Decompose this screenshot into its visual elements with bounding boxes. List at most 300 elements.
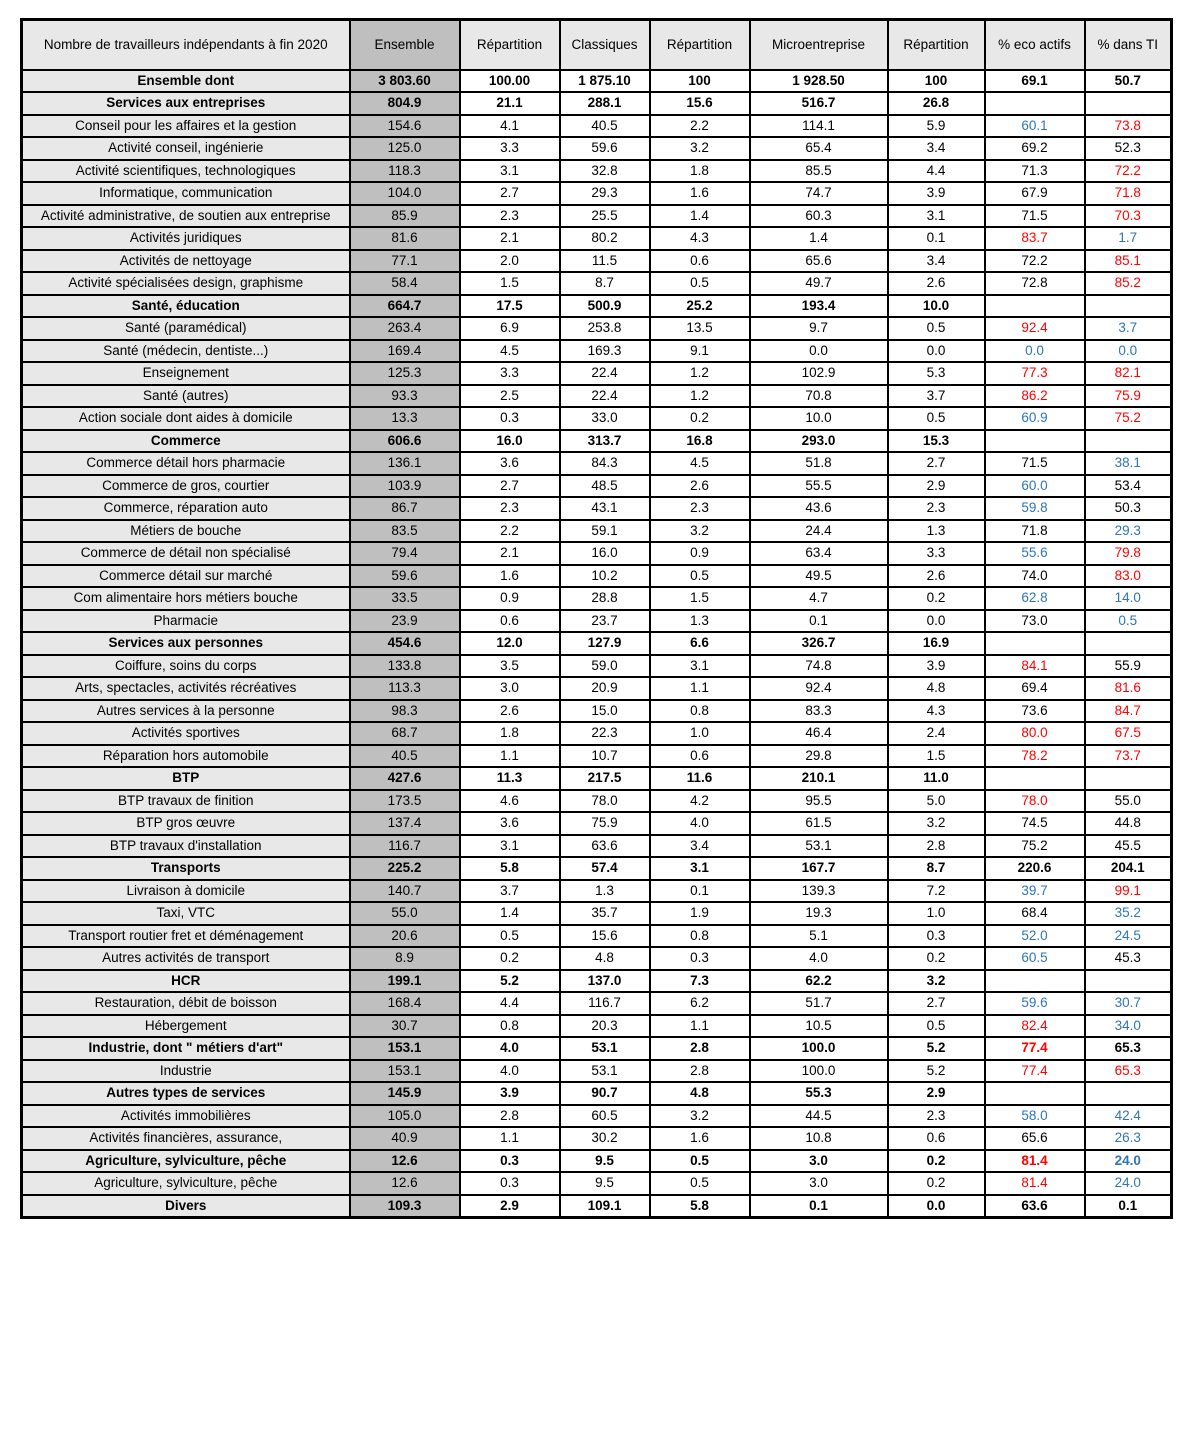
classiques-value: 4.8	[560, 947, 650, 970]
repartition-classiques-value: 7.3	[650, 970, 750, 993]
classiques-value: 33.0	[560, 407, 650, 430]
section-row	[22, 1150, 1172, 1173]
classiques-value: 29.3	[560, 182, 650, 205]
repartition-ensemble-value: 3.6	[460, 452, 560, 475]
pct-eco-actifs-value: 81.4	[985, 1172, 1085, 1195]
section-row	[22, 92, 1172, 115]
classiques-value: 253.8	[560, 317, 650, 340]
microentreprise-value: 60.3	[750, 205, 888, 228]
pct-dans-ti-value: 38.1	[1085, 452, 1172, 475]
classiques-value: 137.0	[560, 970, 650, 993]
repartition-ensemble-value: 6.9	[460, 317, 560, 340]
table-row	[22, 1015, 1172, 1038]
repartition-classiques-value: 0.5	[650, 1172, 750, 1195]
section-row	[22, 970, 1172, 993]
table-row	[22, 1105, 1172, 1128]
classiques-value: 116.7	[560, 992, 650, 1015]
pct-eco-actifs-value: 86.2	[985, 385, 1085, 408]
repartition-classiques-value: 1.8	[650, 160, 750, 183]
pct-dans-ti-value: 14.0	[1085, 587, 1172, 610]
ensemble-value: 105.0	[350, 1105, 460, 1128]
table-row	[22, 160, 1172, 183]
table-row	[22, 340, 1172, 363]
row-label: Action sociale dont aides à domicile	[22, 407, 350, 430]
ensemble-value: 40.9	[350, 1127, 460, 1150]
microentreprise-value: 19.3	[750, 902, 888, 925]
repartition-micro-value: 1.0	[888, 902, 985, 925]
pct-eco-actifs-value: 60.1	[985, 115, 1085, 138]
pct-dans-ti-value: 65.3	[1085, 1037, 1172, 1060]
pct-dans-ti-value: 81.6	[1085, 677, 1172, 700]
pct-eco-actifs-value: 55.6	[985, 542, 1085, 565]
repartition-classiques-value: 1.4	[650, 205, 750, 228]
microentreprise-value: 114.1	[750, 115, 888, 138]
pct-eco-actifs-value: 77.4	[985, 1037, 1085, 1060]
repartition-micro-value: 5.3	[888, 362, 985, 385]
table-row	[22, 947, 1172, 970]
row-label: Agriculture, sylviculture, pêche	[22, 1150, 350, 1173]
ensemble-value: 85.9	[350, 205, 460, 228]
row-label: Activités immobilières	[22, 1105, 350, 1128]
microentreprise-value: 100.0	[750, 1037, 888, 1060]
pct-dans-ti-value	[1085, 970, 1172, 993]
pct-eco-actifs-value: 69.1	[985, 70, 1085, 93]
row-label: Taxi, VTC	[22, 902, 350, 925]
row-label: Activités juridiques	[22, 227, 350, 250]
pct-dans-ti-value	[1085, 430, 1172, 453]
row-label: HCR	[22, 970, 350, 993]
repartition-classiques-value: 4.2	[650, 790, 750, 813]
repartition-ensemble-value: 4.6	[460, 790, 560, 813]
microentreprise-value: 49.7	[750, 272, 888, 295]
table-row	[22, 610, 1172, 633]
repartition-micro-value: 0.0	[888, 340, 985, 363]
pct-dans-ti-value	[1085, 767, 1172, 790]
microentreprise-value: 29.8	[750, 745, 888, 768]
row-label: Conseil pour les affaires et la gestion	[22, 115, 350, 138]
microentreprise-value: 10.8	[750, 1127, 888, 1150]
pct-eco-actifs-value: 60.0	[985, 475, 1085, 498]
table-row	[22, 475, 1172, 498]
ensemble-value: 3 803.60	[350, 70, 460, 93]
repartition-classiques-value: 1.2	[650, 362, 750, 385]
repartition-ensemble-value: 11.3	[460, 767, 560, 790]
repartition-micro-value: 16.9	[888, 632, 985, 655]
microentreprise-value: 0.1	[750, 610, 888, 633]
row-label: BTP gros œuvre	[22, 812, 350, 835]
repartition-ensemble-value: 1.4	[460, 902, 560, 925]
classiques-value: 20.9	[560, 677, 650, 700]
repartition-micro-value: 2.6	[888, 272, 985, 295]
classiques-value: 15.0	[560, 700, 650, 723]
repartition-classiques-value: 4.8	[650, 1082, 750, 1105]
repartition-ensemble-value: 5.8	[460, 857, 560, 880]
ensemble-value: 263.4	[350, 317, 460, 340]
microentreprise-value: 46.4	[750, 722, 888, 745]
section-row	[22, 1037, 1172, 1060]
ensemble-value: 109.3	[350, 1195, 460, 1218]
row-label: Com alimentaire hors métiers bouche	[22, 587, 350, 610]
ensemble-value: 13.3	[350, 407, 460, 430]
repartition-classiques-value: 0.3	[650, 947, 750, 970]
ensemble-value: 20.6	[350, 925, 460, 948]
col-header-repartition-classiques: Répartition	[650, 20, 750, 70]
repartition-classiques-value: 25.2	[650, 295, 750, 318]
row-label: Commerce détail sur marché	[22, 565, 350, 588]
microentreprise-value: 55.3	[750, 1082, 888, 1105]
repartition-micro-value: 10.0	[888, 295, 985, 318]
table-row	[22, 115, 1172, 138]
repartition-micro-value: 0.5	[888, 1015, 985, 1038]
repartition-classiques-value: 0.5	[650, 565, 750, 588]
repartition-ensemble-value: 0.6	[460, 610, 560, 633]
row-label: Autres services à la personne	[22, 700, 350, 723]
repartition-micro-value: 0.6	[888, 1127, 985, 1150]
repartition-micro-value: 3.9	[888, 182, 985, 205]
pct-eco-actifs-value: 77.4	[985, 1060, 1085, 1083]
pct-eco-actifs-value: 75.2	[985, 835, 1085, 858]
ensemble-value: 12.6	[350, 1150, 460, 1173]
repartition-micro-value: 4.8	[888, 677, 985, 700]
ensemble-value: 116.7	[350, 835, 460, 858]
microentreprise-value: 139.3	[750, 880, 888, 903]
ensemble-value: 113.3	[350, 677, 460, 700]
repartition-classiques-value: 3.1	[650, 655, 750, 678]
repartition-micro-value: 5.2	[888, 1037, 985, 1060]
table-body	[22, 70, 1172, 1218]
classiques-value: 25.5	[560, 205, 650, 228]
classiques-value: 78.0	[560, 790, 650, 813]
microentreprise-value: 74.8	[750, 655, 888, 678]
ensemble-value: 98.3	[350, 700, 460, 723]
classiques-value: 22.4	[560, 362, 650, 385]
repartition-classiques-value: 16.8	[650, 430, 750, 453]
repartition-micro-value: 2.4	[888, 722, 985, 745]
microentreprise-value: 65.6	[750, 250, 888, 273]
pct-eco-actifs-value: 72.8	[985, 272, 1085, 295]
microentreprise-value: 0.1	[750, 1195, 888, 1218]
repartition-classiques-value: 0.6	[650, 745, 750, 768]
classiques-value: 57.4	[560, 857, 650, 880]
repartition-micro-value: 0.5	[888, 317, 985, 340]
pct-eco-actifs-value	[985, 970, 1085, 993]
pct-eco-actifs-value: 58.0	[985, 1105, 1085, 1128]
pct-eco-actifs-value: 71.3	[985, 160, 1085, 183]
row-label: Santé (autres)	[22, 385, 350, 408]
classiques-value: 59.1	[560, 520, 650, 543]
microentreprise-value: 102.9	[750, 362, 888, 385]
ensemble-value: 454.6	[350, 632, 460, 655]
classiques-value: 1.3	[560, 880, 650, 903]
pct-eco-actifs-value: 39.7	[985, 880, 1085, 903]
classiques-value: 10.2	[560, 565, 650, 588]
microentreprise-value: 95.5	[750, 790, 888, 813]
repartition-classiques-value: 0.2	[650, 407, 750, 430]
repartition-ensemble-value: 3.3	[460, 137, 560, 160]
pct-dans-ti-value: 67.5	[1085, 722, 1172, 745]
classiques-value: 169.3	[560, 340, 650, 363]
row-label: Réparation hors automobile	[22, 745, 350, 768]
table-row	[22, 587, 1172, 610]
repartition-micro-value: 2.6	[888, 565, 985, 588]
table-row	[22, 835, 1172, 858]
pct-eco-actifs-value: 60.5	[985, 947, 1085, 970]
pct-dans-ti-value: 30.7	[1085, 992, 1172, 1015]
table-row	[22, 250, 1172, 273]
pct-eco-actifs-value: 80.0	[985, 722, 1085, 745]
pct-eco-actifs-value: 71.5	[985, 452, 1085, 475]
independants-table	[20, 18, 1173, 1219]
repartition-ensemble-value: 2.8	[460, 1105, 560, 1128]
repartition-ensemble-value: 1.5	[460, 272, 560, 295]
repartition-ensemble-value: 0.2	[460, 947, 560, 970]
repartition-micro-value: 3.1	[888, 205, 985, 228]
pct-dans-ti-value	[1085, 92, 1172, 115]
pct-dans-ti-value	[1085, 632, 1172, 655]
microentreprise-value: 51.8	[750, 452, 888, 475]
microentreprise-value: 100.0	[750, 1060, 888, 1083]
repartition-micro-value: 4.4	[888, 160, 985, 183]
ensemble-value: 58.4	[350, 272, 460, 295]
microentreprise-value: 3.0	[750, 1150, 888, 1173]
row-label: Restauration, débit de boisson	[22, 992, 350, 1015]
pct-dans-ti-value: 34.0	[1085, 1015, 1172, 1038]
table-row	[22, 565, 1172, 588]
ensemble-value: 136.1	[350, 452, 460, 475]
repartition-micro-value: 8.7	[888, 857, 985, 880]
ensemble-value: 33.5	[350, 587, 460, 610]
col-header-microentreprise: Microentreprise	[750, 20, 888, 70]
row-label: Commerce	[22, 430, 350, 453]
ensemble-value: 59.6	[350, 565, 460, 588]
pct-dans-ti-value: 29.3	[1085, 520, 1172, 543]
repartition-classiques-value: 4.3	[650, 227, 750, 250]
repartition-micro-value: 0.1	[888, 227, 985, 250]
pct-eco-actifs-value: 72.2	[985, 250, 1085, 273]
microentreprise-value: 55.5	[750, 475, 888, 498]
ensemble-value: 8.9	[350, 947, 460, 970]
repartition-classiques-value: 2.8	[650, 1037, 750, 1060]
repartition-micro-value: 3.9	[888, 655, 985, 678]
row-label: BTP	[22, 767, 350, 790]
repartition-micro-value: 3.2	[888, 970, 985, 993]
ensemble-value: 140.7	[350, 880, 460, 903]
classiques-value: 30.2	[560, 1127, 650, 1150]
col-header-repartition-ensemble: Répartition	[460, 20, 560, 70]
repartition-classiques-value: 4.5	[650, 452, 750, 475]
table-row	[22, 1060, 1172, 1083]
repartition-classiques-value: 4.0	[650, 812, 750, 835]
repartition-classiques-value: 1.3	[650, 610, 750, 633]
pct-eco-actifs-value: 65.6	[985, 1127, 1085, 1150]
repartition-ensemble-value: 4.4	[460, 992, 560, 1015]
repartition-micro-value: 3.4	[888, 250, 985, 273]
pct-eco-actifs-value: 63.6	[985, 1195, 1085, 1218]
pct-eco-actifs-value: 73.0	[985, 610, 1085, 633]
table-row	[22, 992, 1172, 1015]
classiques-value: 43.1	[560, 497, 650, 520]
row-label: Industrie, dont " métiers d'art"	[22, 1037, 350, 1060]
repartition-classiques-value: 1.9	[650, 902, 750, 925]
pct-dans-ti-value: 83.0	[1085, 565, 1172, 588]
ensemble-value: 93.3	[350, 385, 460, 408]
pct-dans-ti-value: 42.4	[1085, 1105, 1172, 1128]
section-row	[22, 1082, 1172, 1105]
pct-dans-ti-value: 79.8	[1085, 542, 1172, 565]
classiques-value: 90.7	[560, 1082, 650, 1105]
ensemble-value: 153.1	[350, 1060, 460, 1083]
classiques-value: 48.5	[560, 475, 650, 498]
repartition-ensemble-value: 2.3	[460, 205, 560, 228]
repartition-ensemble-value: 12.0	[460, 632, 560, 655]
repartition-ensemble-value: 0.3	[460, 1150, 560, 1173]
ensemble-value: 118.3	[350, 160, 460, 183]
pct-dans-ti-value: 3.7	[1085, 317, 1172, 340]
repartition-micro-value: 0.3	[888, 925, 985, 948]
pct-eco-actifs-value: 77.3	[985, 362, 1085, 385]
row-label: Hébergement	[22, 1015, 350, 1038]
repartition-classiques-value: 1.1	[650, 1015, 750, 1038]
ensemble-value: 125.0	[350, 137, 460, 160]
row-label: Activité scientifiques, technologiques	[22, 160, 350, 183]
row-label: Livraison à domicile	[22, 880, 350, 903]
ensemble-value: 804.9	[350, 92, 460, 115]
pct-eco-actifs-value: 59.8	[985, 497, 1085, 520]
pct-eco-actifs-value: 59.6	[985, 992, 1085, 1015]
microentreprise-value: 210.1	[750, 767, 888, 790]
section-row	[22, 430, 1172, 453]
classiques-value: 11.5	[560, 250, 650, 273]
table-row	[22, 655, 1172, 678]
header-row	[22, 20, 1172, 70]
microentreprise-value: 1.4	[750, 227, 888, 250]
pct-dans-ti-value: 0.5	[1085, 610, 1172, 633]
repartition-ensemble-value: 3.1	[460, 160, 560, 183]
repartition-classiques-value: 3.1	[650, 857, 750, 880]
table-row	[22, 542, 1172, 565]
classiques-value: 20.3	[560, 1015, 650, 1038]
microentreprise-value: 70.8	[750, 385, 888, 408]
classiques-value: 84.3	[560, 452, 650, 475]
classiques-value: 217.5	[560, 767, 650, 790]
repartition-classiques-value: 2.8	[650, 1060, 750, 1083]
repartition-ensemble-value: 5.2	[460, 970, 560, 993]
row-label: Santé (médecin, dentiste...)	[22, 340, 350, 363]
pct-dans-ti-value: 84.7	[1085, 700, 1172, 723]
pct-dans-ti-value: 82.1	[1085, 362, 1172, 385]
row-label: Commerce de gros, courtier	[22, 475, 350, 498]
repartition-classiques-value: 3.2	[650, 520, 750, 543]
classiques-value: 59.0	[560, 655, 650, 678]
pct-eco-actifs-value	[985, 92, 1085, 115]
row-label: Coiffure, soins du corps	[22, 655, 350, 678]
repartition-micro-value: 2.9	[888, 1082, 985, 1105]
pct-dans-ti-value: 35.2	[1085, 902, 1172, 925]
microentreprise-value: 51.7	[750, 992, 888, 1015]
repartition-ensemble-value: 0.5	[460, 925, 560, 948]
repartition-micro-value: 3.3	[888, 542, 985, 565]
table-row	[22, 452, 1172, 475]
repartition-micro-value: 2.9	[888, 475, 985, 498]
microentreprise-value: 62.2	[750, 970, 888, 993]
microentreprise-value: 1 928.50	[750, 70, 888, 93]
table-row	[22, 362, 1172, 385]
classiques-value: 40.5	[560, 115, 650, 138]
table-row	[22, 880, 1172, 903]
microentreprise-value: 24.4	[750, 520, 888, 543]
pct-dans-ti-value: 45.5	[1085, 835, 1172, 858]
table-row	[22, 745, 1172, 768]
pct-dans-ti-value: 0.0	[1085, 340, 1172, 363]
pct-dans-ti-value: 75.9	[1085, 385, 1172, 408]
microentreprise-value: 63.4	[750, 542, 888, 565]
pct-dans-ti-value: 72.2	[1085, 160, 1172, 183]
microentreprise-value: 61.5	[750, 812, 888, 835]
col-header-pct-dans-ti: % dans TI	[1085, 20, 1172, 70]
repartition-ensemble-value: 4.0	[460, 1037, 560, 1060]
repartition-classiques-value: 2.2	[650, 115, 750, 138]
pct-dans-ti-value: 55.9	[1085, 655, 1172, 678]
classiques-value: 288.1	[560, 92, 650, 115]
ensemble-value: 83.5	[350, 520, 460, 543]
section-row	[22, 295, 1172, 318]
ensemble-value: 68.7	[350, 722, 460, 745]
repartition-ensemble-value: 16.0	[460, 430, 560, 453]
repartition-ensemble-value: 2.6	[460, 700, 560, 723]
repartition-ensemble-value: 2.7	[460, 182, 560, 205]
repartition-micro-value: 3.2	[888, 812, 985, 835]
pct-eco-actifs-value	[985, 295, 1085, 318]
classiques-value: 16.0	[560, 542, 650, 565]
repartition-micro-value: 2.8	[888, 835, 985, 858]
row-label: Activité administrative, de soutien aux entreprise	[22, 205, 350, 228]
pct-eco-actifs-value: 92.4	[985, 317, 1085, 340]
table-row	[22, 317, 1172, 340]
repartition-ensemble-value: 2.0	[460, 250, 560, 273]
repartition-classiques-value: 15.6	[650, 92, 750, 115]
repartition-ensemble-value: 1.1	[460, 1127, 560, 1150]
pct-dans-ti-value: 52.3	[1085, 137, 1172, 160]
pct-dans-ti-value: 75.2	[1085, 407, 1172, 430]
col-header-classiques: Classiques	[560, 20, 650, 70]
repartition-ensemble-value: 2.5	[460, 385, 560, 408]
repartition-micro-value: 0.2	[888, 1150, 985, 1173]
repartition-classiques-value: 9.1	[650, 340, 750, 363]
repartition-classiques-value: 1.5	[650, 587, 750, 610]
repartition-classiques-value: 100	[650, 70, 750, 93]
repartition-micro-value: 3.4	[888, 137, 985, 160]
repartition-classiques-value: 6.2	[650, 992, 750, 1015]
table-row	[22, 137, 1172, 160]
repartition-classiques-value: 3.2	[650, 137, 750, 160]
row-label: Agriculture, sylviculture, pêche	[22, 1172, 350, 1195]
table-row	[22, 790, 1172, 813]
table-row	[22, 227, 1172, 250]
ensemble-value: 664.7	[350, 295, 460, 318]
classiques-value: 35.7	[560, 902, 650, 925]
repartition-micro-value: 0.5	[888, 407, 985, 430]
pct-eco-actifs-value: 68.4	[985, 902, 1085, 925]
repartition-micro-value: 1.3	[888, 520, 985, 543]
col-header-ensemble: Ensemble	[350, 20, 460, 70]
ensemble-value: 12.6	[350, 1172, 460, 1195]
classiques-value: 53.1	[560, 1037, 650, 1060]
table-row	[22, 205, 1172, 228]
ensemble-value: 81.6	[350, 227, 460, 250]
classiques-value: 9.5	[560, 1150, 650, 1173]
ensemble-value: 23.9	[350, 610, 460, 633]
ensemble-value: 145.9	[350, 1082, 460, 1105]
